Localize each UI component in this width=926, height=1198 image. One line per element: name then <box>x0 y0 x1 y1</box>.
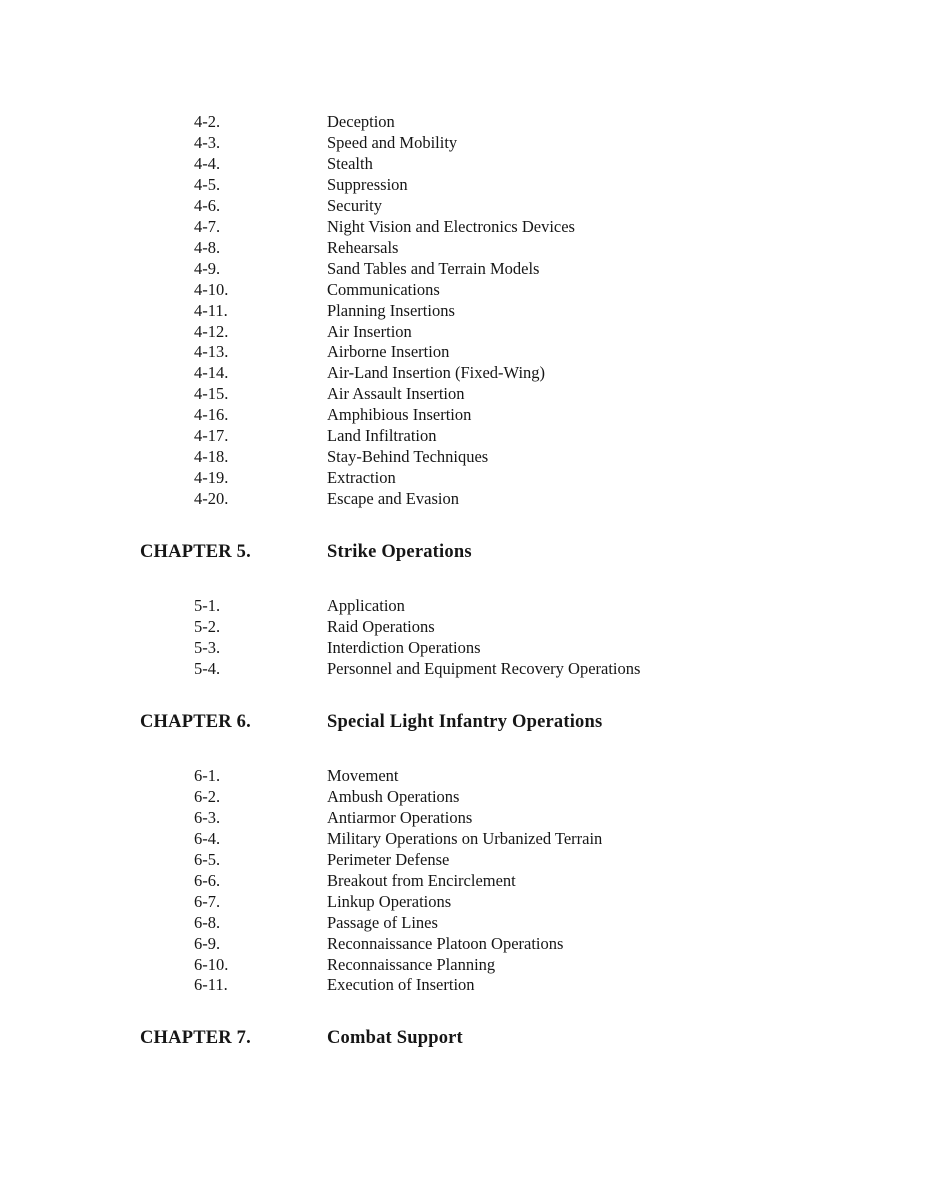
toc-entry-title: Breakout from Encirclement <box>327 870 516 890</box>
toc-entry-row <box>140 217 926 238</box>
toc-entry-number: 4-12. <box>194 321 229 341</box>
toc-entry-number: 4-20. <box>194 489 229 509</box>
toc-entry-row <box>140 659 926 680</box>
toc-entry-row <box>140 913 926 934</box>
toc-entry-row <box>140 259 926 280</box>
toc-entry-row <box>140 322 926 343</box>
toc-entry-title: Ambush Operations <box>327 786 460 806</box>
chapter-title: Combat Support <box>327 1028 463 1049</box>
toc-entry-title: Escape and Evasion <box>327 489 459 509</box>
toc-entry-title: Communications <box>327 279 440 299</box>
toc-entry-number: 4-16. <box>194 405 229 425</box>
toc-entry-row <box>140 280 926 301</box>
chapter-label: CHAPTER 5. <box>140 542 251 563</box>
toc-entry-number: 5-4. <box>194 658 221 678</box>
toc-entry-number: 4-2. <box>194 112 221 131</box>
toc-entry-number: 6-5. <box>194 849 221 869</box>
toc-entry-title: Passage of Lines <box>327 912 438 932</box>
toc-entry-row <box>140 342 926 363</box>
toc-entry-number: 4-9. <box>194 258 221 278</box>
toc-entry-title: Stealth <box>327 153 373 173</box>
toc-entry-number: 6-9. <box>194 933 221 953</box>
toc-entry-number: 4-3. <box>194 132 221 152</box>
toc-entry-row <box>140 175 926 196</box>
toc-entry-number: 4-14. <box>194 363 229 383</box>
toc-entry-row <box>140 301 926 322</box>
chapter-label: CHAPTER 7. <box>140 1028 251 1049</box>
toc-entry-title: Stay-Behind Techniques <box>327 447 489 467</box>
entry-group <box>140 596 926 680</box>
toc-entry-number: 4-10. <box>194 279 229 299</box>
toc-entry-title: Air Assault Insertion <box>327 384 465 404</box>
toc-entry-number: 4-6. <box>194 195 221 215</box>
toc-entry-row <box>140 133 926 154</box>
toc-entry-row <box>140 426 926 447</box>
toc-entry-number: 6-1. <box>194 765 221 785</box>
toc-entry-title: Application <box>327 596 405 616</box>
toc-entry-row <box>140 384 926 405</box>
toc-entry-title: Deception <box>327 112 395 131</box>
toc-entry-title: Planning Insertions <box>327 300 455 320</box>
toc-entry-title: Movement <box>327 765 399 785</box>
toc-entry-title: Reconnaissance Planning <box>327 954 496 974</box>
toc-entry-title: Amphibious Insertion <box>327 405 472 425</box>
toc-entry-number: 6-7. <box>194 891 221 911</box>
toc-entry-title: Perimeter Defense <box>327 849 450 869</box>
toc-entry-number: 4-15. <box>194 384 229 404</box>
chapter-heading <box>140 710 926 734</box>
toc-entry-row <box>140 363 926 384</box>
toc-entry-title: Airborne Insertion <box>327 342 450 362</box>
toc-entry-number: 5-1. <box>194 596 221 616</box>
chapter-label: CHAPTER 6. <box>140 711 251 732</box>
chapter-heading <box>140 540 926 564</box>
toc-entry-number: 5-3. <box>194 638 221 658</box>
toc-entry-title: Suppression <box>327 174 408 194</box>
toc-entry-title: Air Insertion <box>327 321 412 341</box>
toc-entry-row <box>140 850 926 871</box>
toc-entry-number: 6-10. <box>194 954 229 974</box>
toc-entry-row <box>140 617 926 638</box>
toc-entry-row <box>140 596 926 617</box>
toc-entry-row <box>140 489 926 510</box>
toc-entry-number: 5-2. <box>194 617 221 637</box>
toc-entry-row <box>140 975 926 996</box>
toc-entry-row <box>140 468 926 489</box>
toc-entry-number: 6-8. <box>194 912 221 932</box>
chapter-title: Strike Operations <box>327 542 472 563</box>
toc-entry-row <box>140 787 926 808</box>
toc-entry-row <box>140 238 926 259</box>
toc-entry-number: 4-11. <box>194 300 228 320</box>
toc-entry-title: Air-Land Insertion (Fixed-Wing) <box>327 363 546 383</box>
toc-entry-title: Security <box>327 195 382 215</box>
toc-entry-row <box>140 447 926 468</box>
toc-entry-title: Land Infiltration <box>327 426 437 446</box>
toc-entry-row <box>140 196 926 217</box>
toc-entry-number: 6-6. <box>194 870 221 890</box>
toc-entry-number: 4-17. <box>194 426 229 446</box>
toc-entry-number: 4-5. <box>194 174 221 194</box>
toc-entry-number: 6-2. <box>194 786 221 806</box>
chapter-title: Special Light Infantry Operations <box>327 711 603 732</box>
toc-entry-row <box>140 955 926 976</box>
toc-entry-number: 4-19. <box>194 468 229 488</box>
toc-entry-title: Execution of Insertion <box>327 975 475 995</box>
entry-group <box>140 112 926 510</box>
toc-entry-row <box>140 154 926 175</box>
toc-entry-title: Interdiction Operations <box>327 638 481 658</box>
toc-entry-number: 4-7. <box>194 216 221 236</box>
toc-entry-number: 6-3. <box>194 807 221 827</box>
toc-entry-row <box>140 829 926 850</box>
toc-entry-title: Speed and Mobility <box>327 132 458 152</box>
toc-entry-title: Sand Tables and Terrain Models <box>327 258 540 278</box>
toc-entry-row <box>140 405 926 426</box>
toc-entry-row <box>140 892 926 913</box>
toc-entry-row <box>140 766 926 787</box>
toc-entry-number: 4-4. <box>194 153 221 173</box>
toc-entry-number: 4-18. <box>194 447 229 467</box>
toc-entry-row <box>140 808 926 829</box>
toc-entry-number: 4-8. <box>194 237 221 257</box>
toc-entry-title: Military Operations on Urbanized Terrain <box>327 828 603 848</box>
toc-entry-number: 6-11. <box>194 975 228 995</box>
toc-entry-number: 6-4. <box>194 828 221 848</box>
toc-entry-title: Extraction <box>327 468 396 488</box>
toc-entry-title: Night Vision and Electronics Devices <box>327 216 575 236</box>
chapter-heading <box>140 1026 926 1050</box>
toc-entry-row <box>140 934 926 955</box>
toc-entry-title: Reconnaissance Platoon Operations <box>327 933 564 953</box>
toc-entry-row <box>140 112 926 133</box>
toc-entry-number: 4-13. <box>194 342 229 362</box>
toc-entry-title: Linkup Operations <box>327 891 452 911</box>
toc-entry-title: Raid Operations <box>327 617 435 637</box>
toc-entry-title: Antiarmor Operations <box>327 807 473 827</box>
toc-entry-title: Personnel and Equipment Recovery Operations <box>327 658 641 678</box>
entry-group <box>140 766 926 996</box>
toc-entry-title: Rehearsals <box>327 237 399 257</box>
toc-entry-row <box>140 638 926 659</box>
toc-entry-row <box>140 871 926 892</box>
